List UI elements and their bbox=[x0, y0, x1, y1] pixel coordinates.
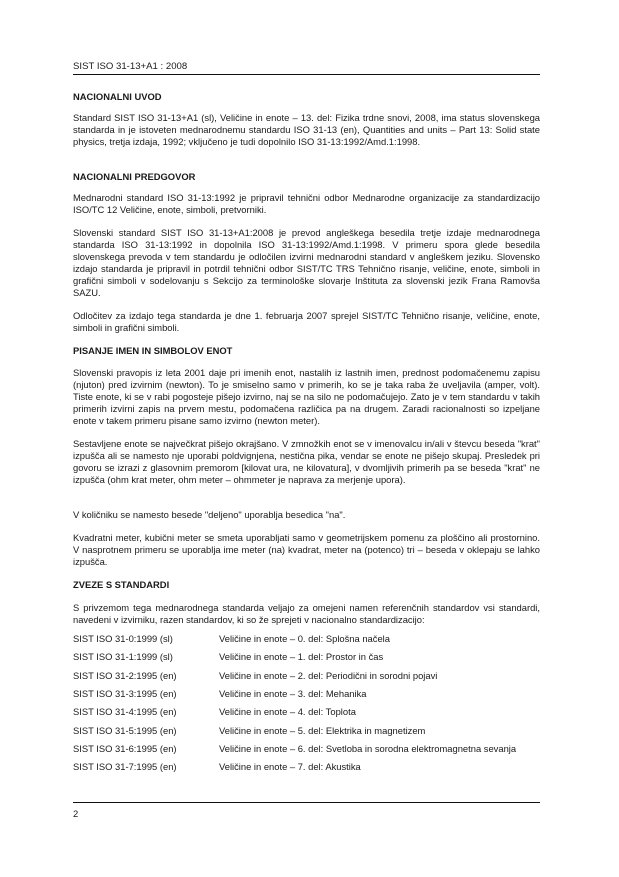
reference-code: SIST ISO 31-1:1999 (sl) bbox=[73, 651, 173, 662]
reference-code: SIST ISO 31-4:1995 (en) bbox=[73, 706, 177, 717]
header-rule bbox=[73, 74, 540, 75]
footer-rule bbox=[73, 802, 540, 803]
page-number: 2 bbox=[73, 808, 79, 819]
paragraph: Slovenski standard SIST ISO 31-13+A1:2008 je prevod angleškega besedila tretje izdaje mednarodnega standarda ISO 31-13:1992 in dopolnila ISO 31-13:1992/Amd.1:1998. V primeru spora glede besedila slovenskega prevoda v tem standardu je odločilen izvirni mednarodni standard v angleškem jeziku. Slovensko izdajo standarda je pripravil in potrdil tehnični odbor SIST/TC TRS Tehnično risanje, veličine, enote, simboli in grafični simboli v sodelovanju s Sekcijo za terminološke slovarje Inštituta za slovenski jezik Frana Ramovša SAZU. bbox=[73, 227, 540, 298]
running-header: SIST ISO 31-13+A1 : 2008 bbox=[73, 61, 188, 72]
section-heading: ZVEZE S STANDARDI bbox=[73, 579, 170, 590]
section-heading: NACIONALNI UVOD bbox=[73, 91, 162, 102]
reference-code: SIST ISO 31-6:1995 (en) bbox=[73, 743, 177, 754]
section-heading: NACIONALNI PREDGOVOR bbox=[73, 171, 196, 182]
reference-row bbox=[73, 688, 553, 700]
reference-row bbox=[73, 670, 553, 682]
reference-title: Veličine in enote – 0. del: Splošna načela bbox=[219, 633, 390, 644]
reference-title: Veličine in enote – 1. del: Prostor in čas bbox=[219, 651, 384, 662]
paragraph: Odločitev za izdajo tega standarda je dne 1. februarja 2007 sprejel SIST/TC Tehnično risanje, veličine, enote, simboli in grafični simboli. bbox=[73, 310, 540, 333]
reference-code: SIST ISO 31-7:1995 (en) bbox=[73, 761, 177, 772]
reference-title: Veličine in enote – 5. del: Elektrika in magnetizem bbox=[219, 725, 426, 736]
reference-title: Veličine in enote – 3. del: Mehanika bbox=[219, 688, 367, 699]
paragraph: Mednarodni standard ISO 31-13:1992 je pripravil tehnični odbor Mednarodne organizacije za standardizacijo ISO/TC 12 Veličine, enote, simboli, pretvorniki. bbox=[73, 192, 540, 215]
reference-title: Veličine in enote – 4. del: Toplota bbox=[219, 706, 356, 717]
section-heading: PISANJE IMEN IN SIMBOLOV ENOT bbox=[73, 345, 233, 356]
paragraph: Slovenski pravopis iz leta 2001 daje pri imenih enot, nastalih iz lastnih imen, prednost podomačenemu zapisu (njuton) pred izvirnim (newton). To je smiselno samo v primerih, ko se je taka raba že uveljavila (amper, volt). Tiste enote, ki se v rabi pogosteje pišejo izvirno, naj se na silo ne podomačujejo. Zato je v tem standardu v takih primerih izvirni zapis na prvem mestu, podomačena različica pa na drugem. Zaradi racionalnosti so izpeljane enote v takem primeru pisane samo izvirno (newton meter). bbox=[73, 367, 540, 426]
reference-title: Veličine in enote – 6. del: Svetloba in sorodna elektromagnetna sevanja bbox=[219, 743, 517, 754]
reference-title: Veličine in enote – 2. del: Periodični in sorodni pojavi bbox=[219, 670, 438, 681]
reference-code: SIST ISO 31-5:1995 (en) bbox=[73, 725, 177, 736]
reference-code: SIST ISO 31-0:1999 (sl) bbox=[73, 633, 173, 644]
reference-title: Veličine in enote – 7. del: Akustika bbox=[219, 761, 361, 772]
reference-row bbox=[73, 651, 553, 663]
reference-code: SIST ISO 31-2:1995 (en) bbox=[73, 670, 177, 681]
reference-code: SIST ISO 31-3:1995 (en) bbox=[73, 688, 177, 699]
paragraph: Kvadratni meter, kubični meter se smeta uporabljati samo v geometrijskem pomenu za ploščino ali prostornino. V nasprotnem primeru se uporablja ime meter (na) kvadrat, meter na (potenco) tri – beseda v oklepaju se lahko izpušča. bbox=[73, 532, 540, 567]
paragraph: V količniku se namesto besede "deljeno" uporablja besedica "na". bbox=[73, 509, 346, 520]
reference-row bbox=[73, 743, 553, 755]
reference-row bbox=[73, 725, 553, 737]
paragraph: Sestavljene enote se največkrat pišejo okrajšano. V zmnožkih enot se v imenovalcu in/ali v števcu beseda "krat" izpušča ali se namesto nje uporabi poldvignjena, nestična pika, vendar se enote ne pišejo skupaj. Presledek pri govoru se izrazi z glasovnim premorom [kilovat ura, ne kilovatura], v dvomljivih primerih pa se beseda "krat" ne izpušča (ohm krat meter, ohm meter – ohmmeter je naprava za merjenje upora). bbox=[73, 438, 540, 485]
paragraph: S privzemom tega mednarodnega standarda veljajo za omejeni namen referenčnih standardov vsi standardi, navedeni v izvirniku, razen standardov, ki so že sprejeti v nacionalno standardizacijo: bbox=[73, 602, 540, 625]
reference-row bbox=[73, 633, 553, 645]
reference-row bbox=[73, 761, 553, 773]
paragraph: Standard SIST ISO 31-13+A1 (sl), Veličine in enote – 13. del: Fizika trdne snovi, 2008, ima status slovenskega standarda in je istoveten mednarodnemu standardu ISO 31-13 (en), Quantities and units – Part 13: Solid state physics, tretja izdaja, 1992; vključeno je tudi dopolnilo ISO 31-13:1992/Amd.1:1998. bbox=[73, 112, 540, 147]
reference-row bbox=[73, 706, 553, 718]
